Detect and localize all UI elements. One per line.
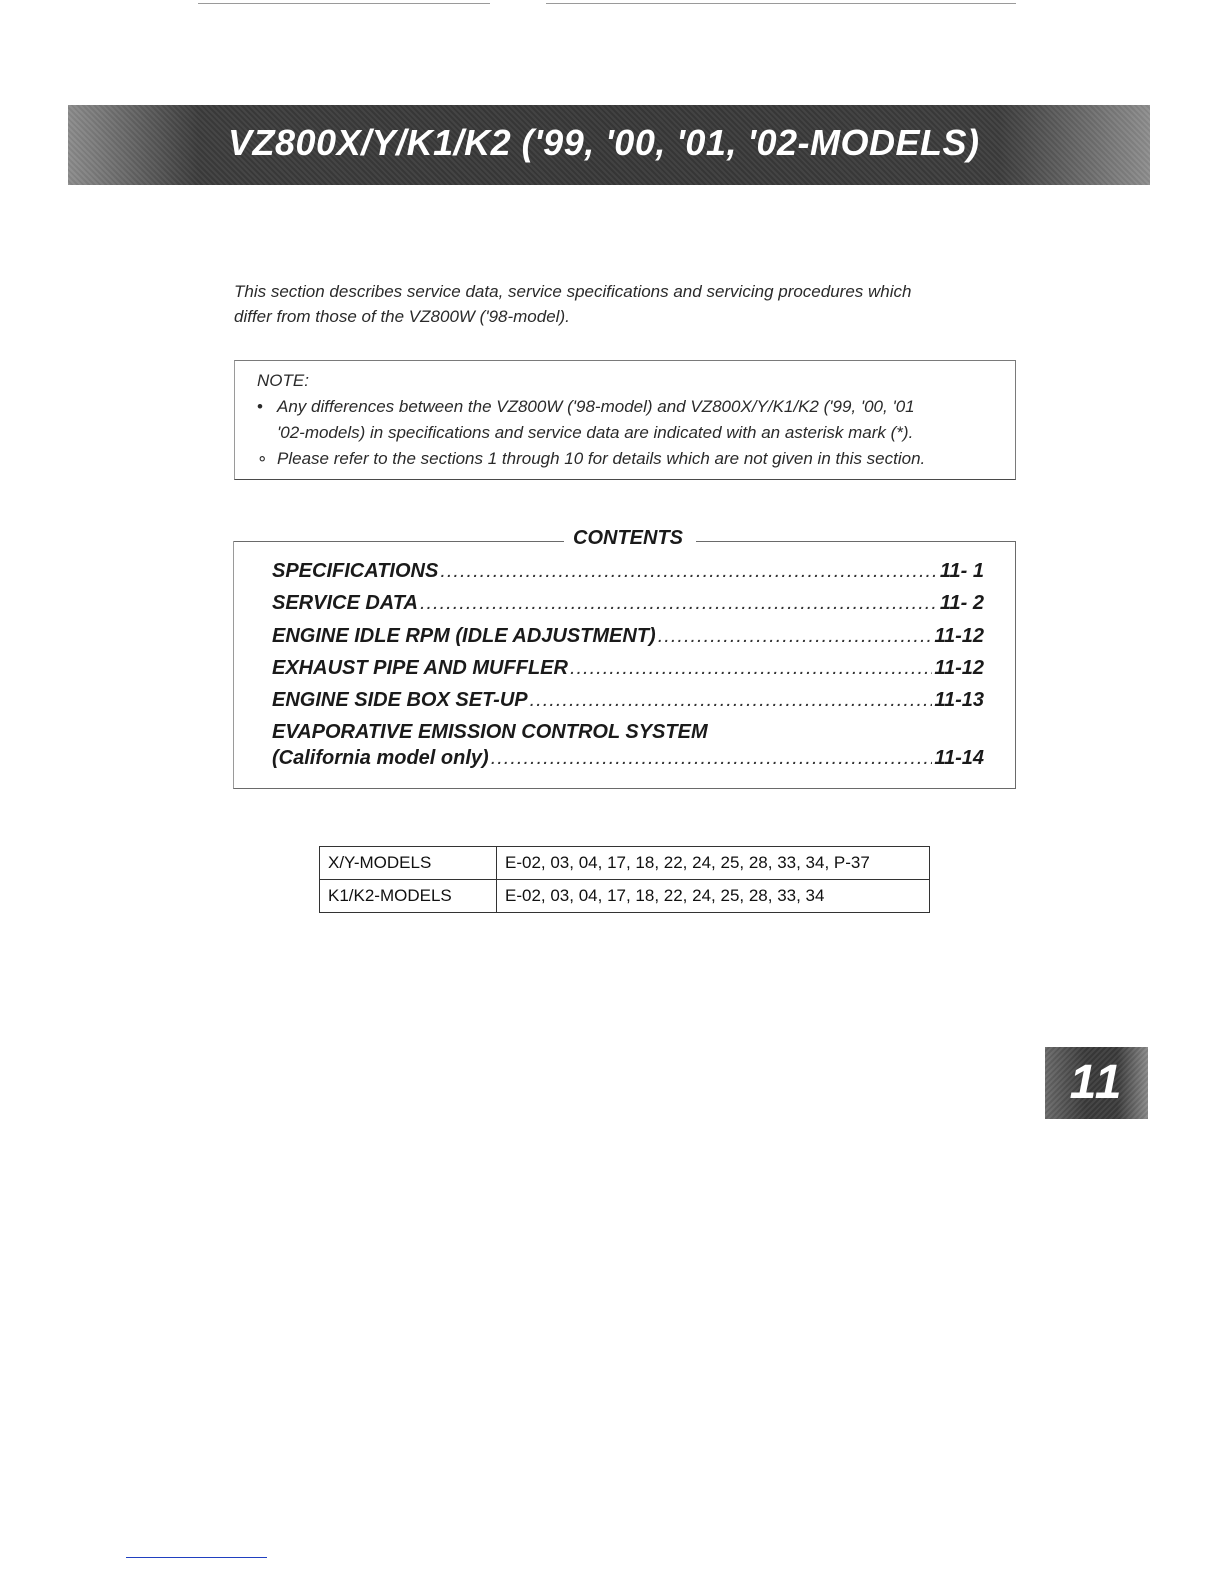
toc-page: 11-14: [934, 747, 984, 769]
toc-page: 11-13: [934, 689, 984, 711]
note-label: NOTE:: [257, 371, 309, 390]
codes-cell: E-02, 03, 04, 17, 18, 22, 24, 25, 28, 33, 34, P-37: [497, 847, 930, 880]
models-table: [319, 846, 930, 913]
toc-item-engine-idle-rpm[interactable]: [272, 625, 984, 648]
intro-line-1: This section describes service data, service specifications and servicing procedures which: [234, 282, 912, 301]
toc-item-evap-california[interactable]: [272, 747, 984, 770]
chapter-number: 11: [1069, 1056, 1124, 1109]
toc-leader: [530, 689, 933, 712]
toc-item-exhaust-pipe[interactable]: [272, 657, 984, 680]
toc-page: 11- 2: [939, 592, 984, 614]
note-bullet-1-line-1: Any differences between the VZ800W ('98-model) and VZ800X/Y/K1/K2 ('99, '00, '01: [277, 397, 915, 416]
toc-title: ENGINE SIDE BOX SET-UP: [272, 689, 528, 711]
model-cell: K1/K2-MODELS: [320, 880, 497, 913]
note-bullet-2: [257, 449, 925, 469]
toc-title: EXHAUST PIPE AND MUFFLER: [272, 657, 568, 679]
contents-heading: CONTENTS: [573, 527, 683, 549]
top-rule-left: [198, 3, 490, 4]
toc-leader: [420, 592, 938, 615]
toc-title: (California model only): [272, 747, 489, 769]
note-bullet-1-continuation: '02-models) in specifications and service data are indicated with an asterisk mark (*).: [277, 423, 914, 442]
toc-leader: [658, 625, 933, 648]
table-row: [320, 847, 930, 880]
contents-rule-left: [234, 541, 564, 542]
contents-rule-right: [696, 541, 1016, 542]
note-bullet-2-text: Please refer to the sections 1 through 10 for details which are not given in this section.: [277, 449, 926, 468]
note-bullet-1: [257, 397, 915, 417]
toc-page: 11- 1: [939, 560, 984, 582]
toc-leader: [440, 560, 938, 583]
table-row: [320, 880, 930, 913]
toc-title: SPECIFICATIONS: [272, 560, 439, 582]
toc-title: ENGINE IDLE RPM (IDLE ADJUSTMENT): [272, 625, 656, 647]
codes-cell: E-02, 03, 04, 17, 18, 22, 24, 25, 28, 33, 34: [497, 880, 930, 913]
contents-box: [233, 527, 1016, 789]
bullet-icon: ∘: [257, 449, 268, 468]
top-rule-right: [546, 3, 1016, 4]
footer-link-underline: [126, 1557, 267, 1558]
page-title: VZ800X/Y/K1/K2 ('99, '00, '01, '02-MODELS): [228, 122, 980, 163]
intro-line-2: differ from those of the VZ800W ('98-model).: [234, 307, 570, 326]
toc-leader: [570, 657, 932, 680]
toc-page: 11-12: [934, 657, 984, 679]
toc-item-engine-side-box[interactable]: [272, 689, 984, 712]
model-cell: X/Y-MODELS: [320, 847, 497, 880]
toc-item-specifications[interactable]: [272, 560, 984, 583]
toc-item-service-data[interactable]: [272, 592, 984, 615]
title-banner: [68, 105, 1150, 185]
bullet-icon: •: [257, 397, 263, 416]
toc-title: SERVICE DATA: [272, 592, 418, 614]
note-box: [234, 360, 1016, 480]
toc-page: 11-12: [934, 625, 984, 647]
intro-paragraph: [234, 279, 1034, 329]
toc-item-evap-title[interactable]: EVAPORATIVE EMISSION CONTROL SYSTEM: [272, 721, 708, 743]
chapter-tab[interactable]: [1045, 1047, 1148, 1119]
toc-leader: [491, 747, 933, 770]
